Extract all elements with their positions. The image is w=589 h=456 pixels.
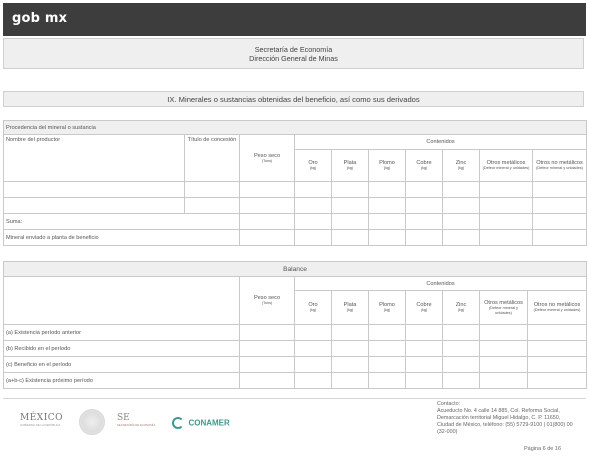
contact-info: Contacto: Acueducto No. 4 calle 14 885, Col. Reforma Social, Demarcación territorial Miguel Hidalgo, C. P. 11650, Ciudad de México, teléfono: (55) 5729-9100 | 01(800) 00 (32-000) [437, 401, 573, 435]
table-row [4, 325, 587, 341]
ministry-name: Secretaría de Economía [254, 45, 333, 54]
mexico-logo: MÉXICO GOBIERNO DE LA REPÚBLICA [20, 413, 64, 427]
contenidos-header: Contenidos [295, 135, 587, 150]
zinc-header: Zinc (kg) [443, 150, 480, 182]
top-bar [3, 3, 586, 36]
row-label: (a+b-c) Existencia próximo período [4, 373, 240, 389]
enviado-label: Mineral enviado a planta de beneficio [4, 230, 240, 246]
oro-header: Oro (kg) [295, 150, 332, 182]
procedencia-header: Procedencia del mineral o sustancia [4, 121, 587, 135]
enviado-row [4, 230, 587, 246]
header-box [3, 38, 584, 69]
cobre-header: Cobre (kg) [406, 291, 443, 325]
peso-header: Peso seco (Tons) [240, 277, 295, 325]
plomo-header: Plomo (kg) [369, 150, 406, 182]
plata-header: Plata (kg) [332, 150, 369, 182]
directorate-name: Dirección General de Minas [249, 54, 338, 63]
balance-table [3, 261, 587, 389]
se-logo: SE SECRETARÍA DE ECONOMÍA [117, 413, 156, 427]
production-table [3, 120, 587, 246]
conamer-logo: CONAMER [172, 414, 232, 428]
plata-header: Plata (kg) [332, 291, 369, 325]
table-row [4, 341, 587, 357]
oro-header: Oro (kg) [295, 291, 332, 325]
conamer-icon [172, 417, 184, 429]
cobre-header: Cobre (kg) [406, 150, 443, 182]
peso-header: Peso seco (Tons) [240, 135, 295, 182]
otros-metalicos-header: Otros metálicos (Defeor mineral y unidades) [480, 150, 533, 182]
table-row [4, 373, 587, 389]
brand-logo[interactable]: gob mx [12, 11, 68, 26]
zinc-header: Zinc (kg) [443, 291, 480, 325]
table-row [4, 357, 587, 373]
footer-divider [3, 398, 586, 399]
suma-row [4, 214, 587, 230]
balance-header: Balance [4, 262, 587, 277]
coat-of-arms-icon [79, 409, 105, 435]
nombre-header: Nombre del productor [4, 135, 185, 182]
titulo-header: Título de concesión [185, 135, 240, 182]
plomo-header: Plomo (kg) [369, 291, 406, 325]
table-row [4, 182, 587, 198]
row-label: (c) Beneficio en el período [4, 357, 240, 373]
contenidos-header: Contenidos [295, 277, 587, 291]
page-number: Página 6 de 16 [524, 446, 562, 452]
otros-metalicos-header: Otros metálicos (Defeor mineral y unidades) [480, 291, 528, 325]
otros-no-metalicos-header: Otros no metálicos (Defeor mineral y unidades) [528, 291, 587, 325]
row-label: (b) Recibido en el período [4, 341, 240, 357]
row-label: (a) Existencia período anterior [4, 325, 240, 341]
table-row [4, 198, 587, 214]
suma-label: Suma: [4, 214, 240, 230]
otros-no-metalicos-header: Otros no metálicos (Defeor mineral y unidades) [533, 150, 587, 182]
section-title: IX. Minerales o sustancias obtenidas del beneficio, así como sus derivados [3, 91, 584, 107]
